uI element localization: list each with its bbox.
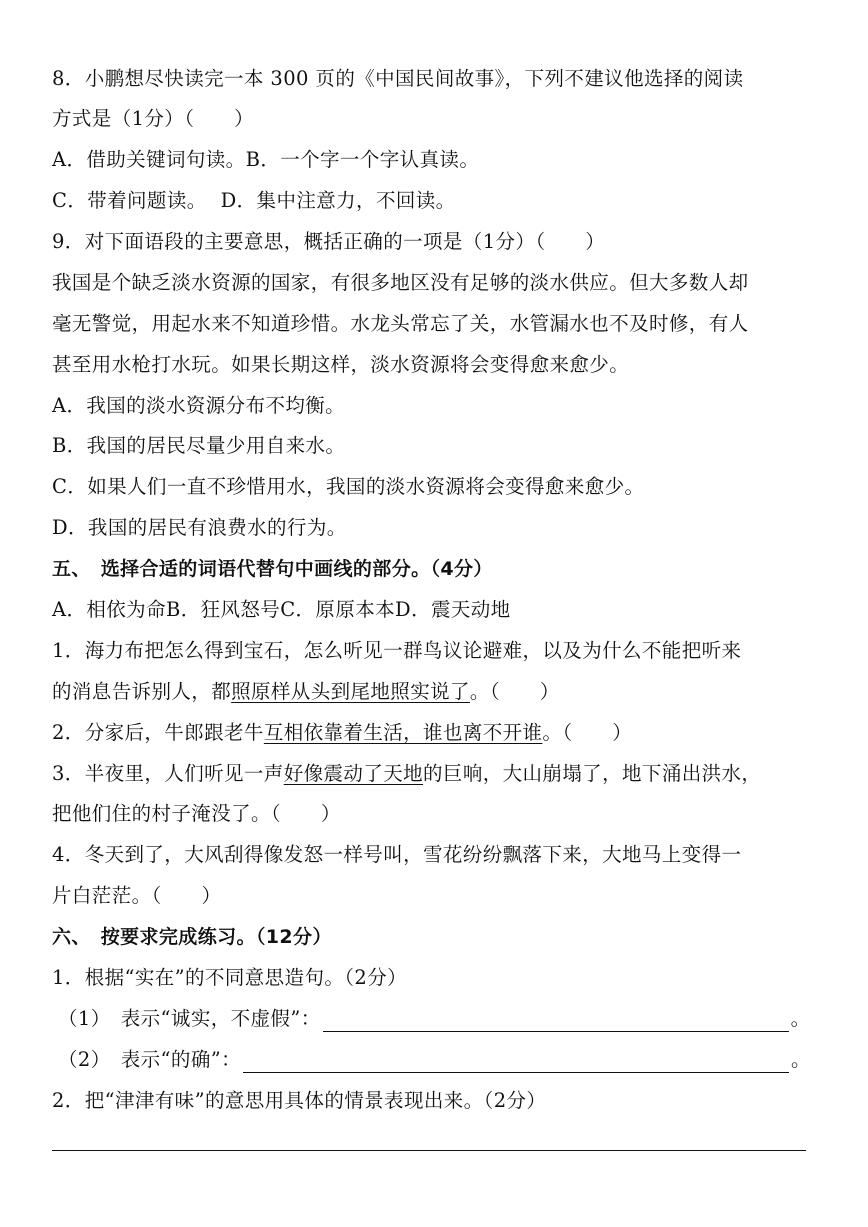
q9-option-c: C．如果人们一直不珍惜用水，我国的淡水资源将会变得愈来愈少。 [52,475,645,498]
s5-q3-underlined: 好像震动了天地 [283,762,424,785]
q8-line1: 8．小鹏想尽快读完一本 300 页的《中国民间故事》，下列不建议他选择的阅读 [52,67,744,90]
q8-option-b: B．一个字一个字认真读。 [245,148,480,171]
q8-options-cd [52,188,456,214]
s6-q1-sub1: （1） 表示“诚实，不虚假”： 。 [58,1007,811,1030]
s6-q2-answer-line[interactable] [52,1150,806,1151]
q9-option-d: D．我国的居民有浪费水的行为。 [52,516,347,539]
s6-q2: 2．把“津津有味”的意思用具体的情景表现出来。（2分） [52,1089,547,1112]
q9-passage-line1: 我国是个缺乏淡水资源的国家，有很多地区没有足够的淡水供应。但大多数人却 [52,271,749,294]
s5-q1-answer-blank[interactable]: 。（ ） [469,680,560,703]
q9-passage-line2: 毫无警觉，用起水来不知道珍惜。水龙头常忘了关，水管漏水也不及时修，有人 [52,312,749,335]
s5-q2-underlined: 互相依靠着生活，谁也离不开谁 [263,721,543,744]
q8-option-c: C．带着问题读。 [52,189,207,212]
s6-q1-sub2-answer-line[interactable] [243,1052,789,1073]
s5-q3-line1: 3．半夜里，人们听见一声好像震动了天地的巨响，大山崩塌了，地下涌出洪水， [52,762,762,785]
s5-q2: 2．分家后，牛郎跟老牛互相依靠着生活，谁也离不开谁。（ ） [52,721,633,744]
s5-q2-answer-blank[interactable]: 。（ ） [542,721,633,744]
s5-q1-underlined: 照原样从头到尾地照实说了 [231,680,470,703]
s6-q1: 1．根据“实在”的不同意思造句。（2分） [52,966,408,989]
q8-option-a: A．借助关键词句读。 [52,148,246,171]
q9-stem: 9．对下面语段的主要意思，概括正确的一项是（1分）（ ） [52,230,606,253]
s5-q4-line1: 4．冬天到了，大风刮得像发怒一样号叫，雪花纷纷飘落下来，大地马上变得一 [52,843,742,866]
section5-title: 五、 选择合适的词语代替句中画线的部分。（4分） [52,558,493,580]
s5-q3-line2[interactable]: 把他们住的村子淹没了。（ ） [52,802,341,825]
q8-options-ab [52,147,479,173]
q9-option-a: A．我国的淡水资源分布不均衡。 [52,394,346,417]
section5-word-options: A．相依为命B．狂风怒号C．原原本本D．震天动地 [52,598,511,621]
q9-option-b: B．我国的居民尽量少用自来水。 [52,434,346,457]
s5-q1-line2: 的消息告诉别人，都照原样从头到尾地照实说了。（ ） [52,680,560,703]
q9-passage-line3: 甚至用水枪打水玩。如果长期这样，淡水资源将会变得愈来愈少。 [52,353,630,376]
q8-option-d: D．集中注意力，不回读。 [220,189,456,212]
s6-q1-sub1-answer-line[interactable] [323,1011,789,1032]
s5-q4-line2[interactable]: 片白茫茫。（ ） [52,884,222,907]
s5-q1-line1: 1．海力布把怎么得到宝石，怎么听见一群鸟议论避难，以及为什么不能把听来 [52,639,742,662]
section6-title: 六、 按要求完成练习。（12分） [52,926,332,948]
s6-q1-sub2: （2） 表示“的确”： 。 [58,1048,811,1071]
q8-line2: 方式是（1分）（ ） [52,107,255,130]
